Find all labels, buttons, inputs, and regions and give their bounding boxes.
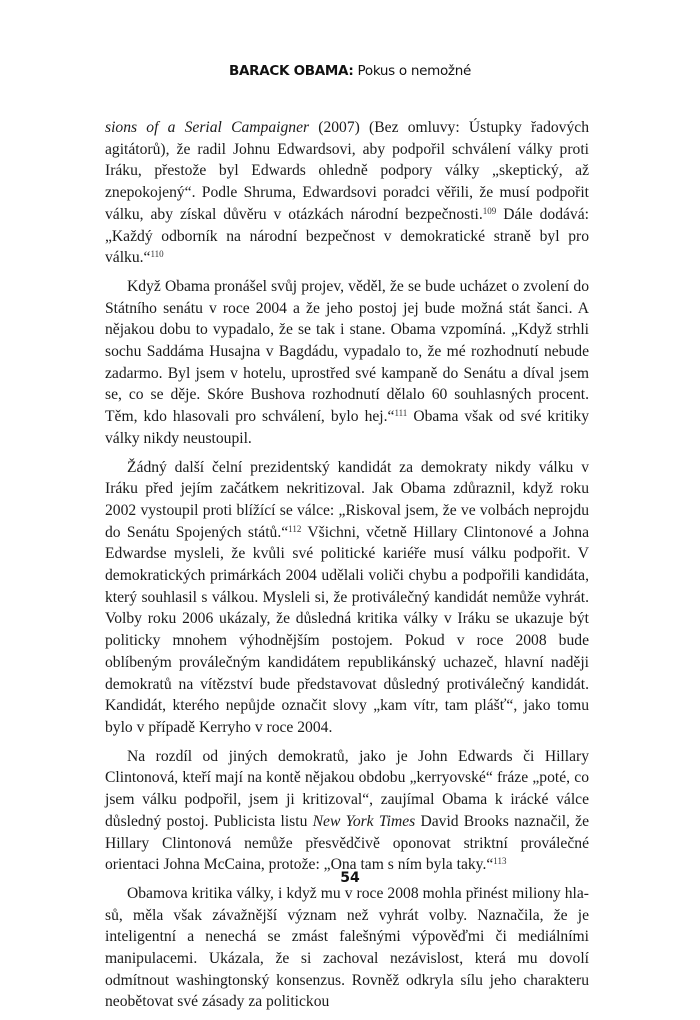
text-run: Dále dodává: „Každý odborník na národní bezpečnost v demokratické straně byl pro válku.“ (105, 205, 589, 267)
text-run: Všichni, včetně Hillary Clintonové a Johna Edwardse mysleli, že kvůli své politické kariéře musí válku podpořit. V demokratických primárkách 2004 udělali voliči chybu a podpořili kandidáta, který souhlasil s válkou. Mysleli si, že protiválečný kandidát nemůže vyhrát. Volby roku 2006 ukázaly, že důsledná kritika války v Iráku se ukazuje být politicky mnohem výhodnějším postojem. Pokud v roce 2008 bude oblíbeným proválečným kandidátem republikánský uchazeč, hlavní naději demokratů na vítězství bude představovat důsledný protiválečný kandidát. Kandidát, kterého nepůjde označit slovy „kam vítr, tam plášť“, jako tomu bylo v případě Kerryho v roce 2004. (105, 523, 589, 736)
text-run: Když Obama pronášel svůj projev, věděl, že se bude ucházet o zvolení do Státního senátu v roce 2004 a že jeho postoj jej bude možná stát šanci. A nějakou dobu to vypadalo, že se tak i stane. Obama vzpomíná. „Když strhli sochu Saddáma Husajna v Bagdádu, vypadalo to, že mé rozhodnutí nebude zadarmo. Byl jsem v hotelu, uprostřed své kampaně do Senátu a díval jsem se, co se děje. Skóre Bushova rozhodnutí dělalo 60 souhlasných procent. Těm, kdo hlasovali pro schválení, bylo hej.“ (105, 277, 589, 426)
paragraph (105, 276, 589, 450)
text-run: Žádný další čelní prezidentský kandidát za demokraty nikdy válku v Iráku před jejím začátkem nekritizoval. Jak Obama zdůraznil, když roku 2002 vystoupil proti blížící se válce: „Riskoval jsem, že ve volbách neprojdu do Senátu Spojených států.“ (105, 458, 589, 541)
footnote-ref: 111 (394, 408, 408, 419)
paragraph (105, 883, 589, 1013)
footnote-ref: 112 (288, 523, 302, 534)
page-number: 54 (340, 870, 360, 886)
text-run: David Brooks naznačil, že Hillary Clintonová nemůže přesvědčivě oponovat striktní proválečné orientaci Johna McCaina, protože: „Ona tam s ním byla taky.“ (105, 812, 589, 874)
text-run: (2007) (Bez omluvy: Ústupky řadových agitátorů), že radil Johnu Edwardsovi, aby podpořil schválení války proti Iráku, přestože byl Edwards ohledně podpory války „skeptický, až znepokojený“. Podle Shruma, Edwardsovi poradci věřili, že musí podpořit válku, aby získal důvěru v otázkách národní bezpečnosti. (105, 119, 589, 223)
text-run: Obama však od své kritiky války nikdy neustoupil. (105, 408, 589, 447)
text-run: Na rozdíl od jiných demokratů, jako je John Edwards či Hillary Clintonová, kteří mají na kontě nějakou obdobu „kerryovské“ fráze „poté, co jsem válku podpořil, jsem ji kritizoval“, zaujímal Obama k irácké válce důsledný postoj. Publicista listu (105, 747, 589, 830)
italic-title: New York Times (312, 812, 416, 830)
text-run: Obamova kritika války, i když mu v roce 2008 mohla přinést miliony hlasů, měla však závažnější význam než vyhrát volby. Naznačila, že je inteligentní a nenechá se zmást falešnými výpověďmi či mediálními manipulacemi. Ukázala, že si zachoval nezávislost, která mu dovolí odmítnout washingtonský konsenzus. Rovněž odkryla sílu jeho charakteru neobětovat své zásady za politickou (105, 884, 589, 1011)
footnote-ref: 110 (150, 249, 164, 260)
header-author: BARACK OBAMA: (229, 63, 354, 79)
header-title: Pokus o nemožné (353, 63, 471, 79)
paragraph (105, 746, 589, 876)
italic-title: sions of a Serial Campaigner (105, 119, 310, 136)
paragraph (105, 457, 589, 739)
paragraph (105, 117, 589, 269)
running-header (0, 63, 700, 79)
footnote-ref: 113 (493, 856, 507, 867)
footnote-ref: 109 (482, 205, 497, 216)
